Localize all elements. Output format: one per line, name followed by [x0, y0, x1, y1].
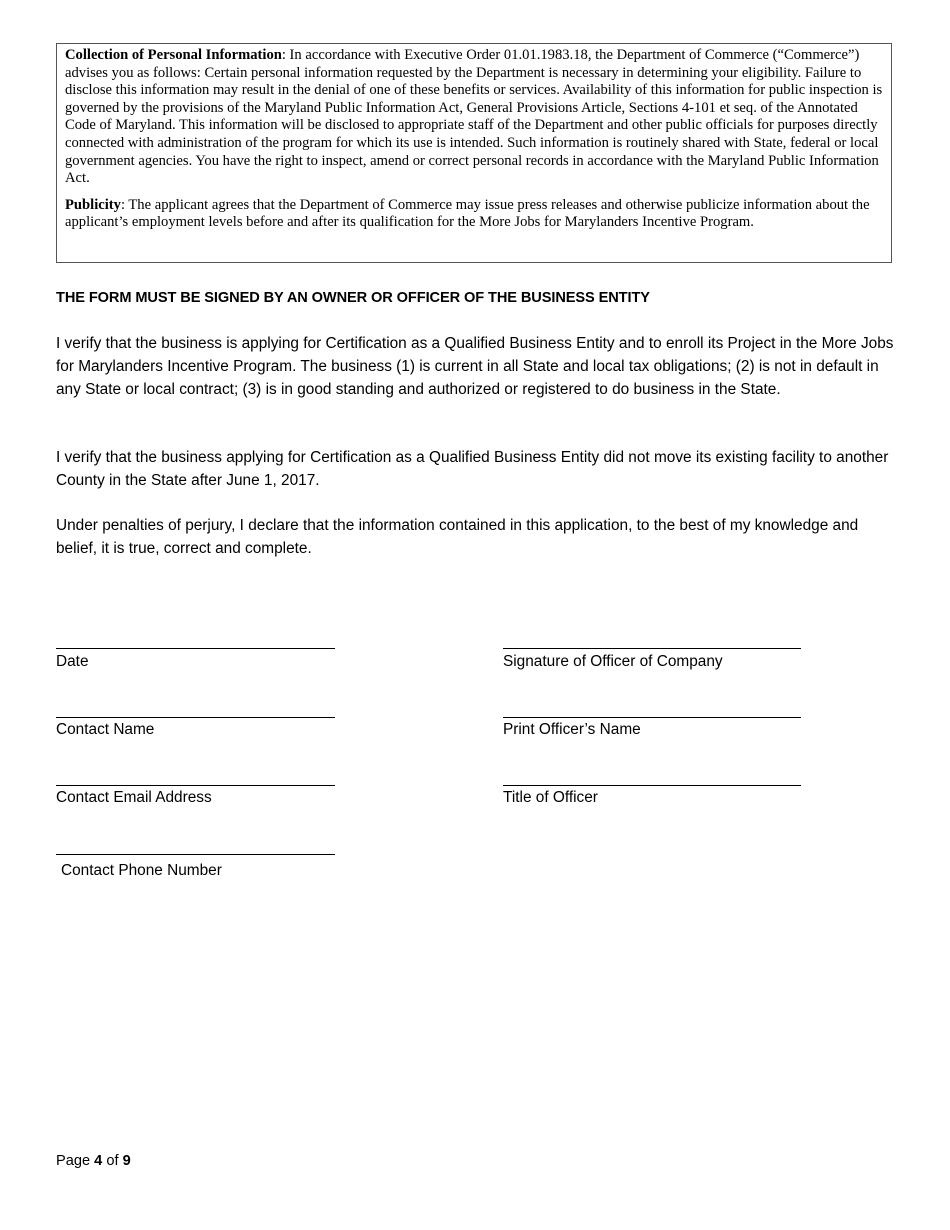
perjury-paragraph: Under penalties of perjury, I declare that the information contained in this application, to the best of my knowledge and belief, it is true, correct and complete.	[56, 517, 859, 557]
relocation-paragraph: I verify that the business applying for Certification as a Qualified Business Entity did not move its existing facility to another County in the State after June 1, 2017.	[56, 449, 889, 489]
page-number	[56, 1153, 131, 1169]
collection-notice-text: : In accordance with Executive Order 01.01.1983.18, the Department of Commerce (“Commerce”) advises you as follows: Certain personal information requested by the Department is necessary in determining your eligibility. Failure to disclose this information may result in the denial of one of these benefits or services. Availability of this information for public inspection is governed by the provisions of the Maryland Public Information Act, General Provisions Article, Sections 4-101 et seq. of the Annotated Code of Maryland. This information will be disclosed to appropriate staff of the Department and other public officials for purposes directly connected with administration of the program for which its use is intended. Such information is routinely shared with State, federal or local government agencies. You have the right to inspect, amend or correct personal records in accordance with the Maryland Public Information Act.	[65, 47, 883, 187]
publicity-notice-paragraph	[65, 197, 883, 232]
contact-phone-label: Contact Phone Number	[61, 862, 222, 879]
collection-notice-title: Collection of Personal Information	[65, 47, 282, 63]
current-page: 4	[94, 1153, 103, 1169]
page-word: Page	[56, 1153, 91, 1169]
contact-name-label: Contact Name	[56, 721, 155, 738]
officer-name-line[interactable]	[503, 717, 801, 718]
of-word: of	[106, 1153, 119, 1169]
contact-phone-line[interactable]	[56, 854, 335, 855]
contact-email-label: Contact Email Address	[56, 789, 212, 806]
publicity-notice-title: Publicity	[65, 196, 121, 213]
personal-information-notice	[56, 43, 892, 263]
officer-signature-line[interactable]	[503, 648, 801, 649]
contact-name-line[interactable]	[56, 717, 335, 718]
certification-paragraph: I verify that the business is applying for Certification as a Qualified Business Entity and to enroll its Project in the More Jobs for Marylanders Incentive Program. The business (1) is current in all State and local tax obligations; (2) is not in default in any State or local contract; (3) is in good standing and authorized or registered to do business in the State.	[56, 335, 894, 398]
contact-email-line[interactable]	[56, 785, 335, 786]
total-pages: 9	[122, 1153, 131, 1169]
officer-title-label: Title of Officer	[503, 789, 598, 806]
collection-notice-paragraph	[65, 47, 883, 188]
date-line[interactable]	[56, 648, 335, 649]
officer-name-label: Print Officer’s Name	[503, 721, 641, 738]
publicity-notice-text: : The applicant agrees that the Department of Commerce may issue press releases and otherwise publicize information about the applicant’s employment levels before and after its qualification for the More Jobs for Marylanders Incentive Program.	[65, 196, 870, 231]
officer-title-line[interactable]	[503, 785, 801, 786]
officer-signature-label: Signature of Officer of Company	[503, 653, 723, 670]
signature-requirement-heading: THE FORM MUST BE SIGNED BY AN OWNER OR OFFICER OF THE BUSINESS ENTITY	[56, 290, 650, 306]
date-label: Date	[56, 653, 89, 670]
